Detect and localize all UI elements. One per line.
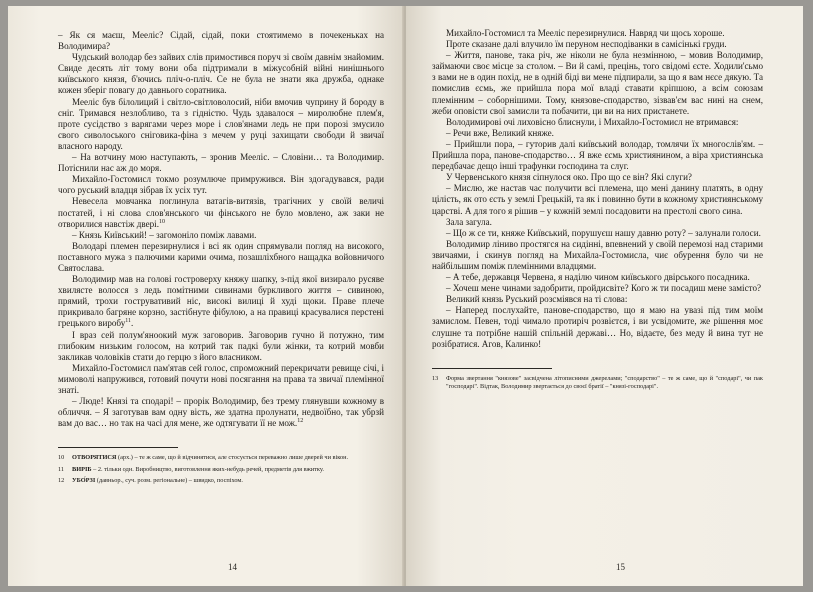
left-page-text [58,30,384,429]
paragraph: Володарі племен перезирнулися і всі як один спрямували погляд на високого, поставного мужа з палючими карими очима, позашліхбного нащадка войовничого Святослава. [58,240,384,273]
paragraph-text: – Люде! Князі та сподарі! – прорік Володимир, без трему глянувши кожному в обличчя. – Я заготував вам одну вість, же здатна пролунати, недвоїбно, так убрзй вам до вас… но так на часі для мене, же одтягувати її не мож. [58,396,384,429]
right-page-text [432,28,763,350]
paragraph: – Речи вже, Великий княже. [446,127,554,138]
paragraph: – Хочеш мене чинами задобрити, пройдисвіте? Кого ж ти посадиш мене замісто? [446,283,762,294]
footnote-number: 12 [58,477,65,485]
paragraph: Володимирові очі лиховісно блиснули, і Михайло-Гостомисл не втримався: [446,116,739,127]
footnote-text: Форма звертання "князове" засвідчена літописними джерелами; "сподарство" – те ж саме, що й "сподарі", чи пак "господарі". Відтак, Володимир звертається до своєї братії – "князі-господарі". [446,374,763,391]
footnote [432,375,763,392]
footnote-term: УБО́РЗІ [72,477,96,485]
paragraph: Михайло-Гостомисл та Мееліс перезирнулися. Навряд чи щось хороше. [446,28,725,38]
footnote-term: ОТВОРЯТИСЯ [72,454,117,462]
footnote-number: 11 [58,465,65,473]
footnote-divider [432,368,552,369]
footnote-text: (давньор., суч. розм. регіональне) – швидко, поспіхом. [95,477,243,485]
left-page [8,6,404,586]
paragraph: Михайло-Гостомисл токмо розумлюче примружився. Він здогадувався, ради чого руський владця зібрав їх усіх тут. [58,174,384,196]
right-footnotes [432,375,763,392]
footnote-body [72,477,384,485]
paragraph-text: Володимир мав на голові гостроверху княжу шапку, з-під якої визирало русяве хвилясте волосся з ледь помітними сивинами буркливого життя – сивиною, прямий, трохи гострувативий ніс, високі вилиці й худі щоки. Праве плече прикривало багряне корзно, застібнуте фібулою, а на правиці красувалися перстені грецького виробу [58,274,384,329]
right-page [406,6,803,586]
paragraph: – Як ся маєш, Мееліс? Сідай, сідай, поки стоятимемо в почекеньках на Володимира? [58,30,384,52]
left-footnotes [58,454,384,485]
paragraph: Володимир ліниво простягся на сидінні, впевнений у своїй перемозі над старими звичаями, і скинув погляд на Михайла-Гостомисла, чиє обурення було чи не найбільшим поміж племінними владцями. [432,238,763,271]
paragraph: – А тебе, державця Червена, я наділю чином київського двірського посадника. [446,272,750,283]
footnote [58,466,384,474]
paragraph: Михайло-Гостомисл пам'ятав сей голос, спроможний перекричати ревище січі, і мимоволі напружився, готовий почути нові посягання на права та звичаї племінної знаті. [58,362,384,395]
footnote [58,454,384,462]
paragraph: – Мислю, же настав час получити всі племена, що мені данину платять, в одну цілість, як ото єсть у землі Грецькій, та як і повинно бути в кожному християнському царстві. А для того я рішив – у кожній землі посадовити на престолі свого сина. [432,183,763,216]
footnote-ref: 10 [158,218,165,225]
paragraph: – Наперед послухайте, панове-сподарство, що я маю на увазі під тим моїм замислом. Певен, тоді чимало протиріч розвієтся, і ви усвідомите, же рішення моє слушне та потрібне нашій спільній державі… Но, відаєте, без меду й вина тут не розібратися. Агов, Калинко! [432,305,763,349]
footnote-body [72,454,384,462]
footnote-ref: 11 [125,318,132,325]
paragraph: – На вотчину мою наступають, – зронив Мееліс. – Словіни… та Володимир. Потіснили нас аж до моря. [58,152,384,174]
paragraph [58,396,384,429]
paragraph-text: Невесела мовчанка поглинула ватагів-витязів, трагічних у своїй величі постатей, і ні слова слов'янського чи фінського не було мовлено, аж заки не отворилися навстіж двері. [58,196,384,229]
paragraph: У Червенського князя сіпнулося око. Про що се він? Які слуги? [446,172,692,183]
footnote-term: ВИРІБ [72,465,92,473]
page-number: 14 [228,562,237,572]
footnote [58,477,384,485]
footnote-text: – 2. тільки одн. Виробництво, виготовлення яких-небудь речей, предметів для вжитку. [91,465,324,473]
footnote-number: 13 [432,374,439,382]
paragraph: Проте сказане далі влучило їм перуном несподіванки в самісінькі груди. [446,39,727,50]
paragraph: – Князь Київський! – загомоніло поміж лавами. [72,229,257,240]
footnote-ref: 12 [297,418,304,425]
paragraph: Чудський володар без зайвих слів примостився поруч зі своїм давнім знайомим. Свиде десять літ тому вони оба підтримали в міжусобній війні нинішнього київського князя, б'ючись пліч-о-пліч. Се не була не знати яка дружба, однаке кожен зберіг повагу до давнього соратника. [58,52,384,96]
book-spread [8,6,803,586]
paragraph: Великий князь Руський розсміявся на ті слова: [446,294,628,305]
paragraph: – Життя, панове, така річ, же ніколи не була незмінною, – мовив Володимир, займаючи своє місце за столом. – Ви й самі, прецінь, того свідомі єсте. Ходили'сьмо з вами не в один похід, не в одній біді ви мене підпирали, за що я вам нєсе дякую. Та помислив єсмь, же прийшла пора мої владі ставати кріпшою, а всім союзам племінним – соборнішими. Тому, князове-сподарство, зізвав'єм вас нині на снем, жеби оповісти свої замисли та побачити, ци ви на них пристанете. [432,50,763,116]
footnote-number: 10 [58,454,65,462]
page-number: 15 [616,562,625,572]
footnote-divider [58,447,178,448]
paragraph: – Що ж се ти, княже Київський, порушуєш нашу давню роту? – залунали голоси. [446,227,761,238]
footnote-text: (арх.) – те ж саме, що й відчинятися, але стосується переважно лише дверей чи вікон. [116,454,349,462]
footnote-body [72,466,384,474]
paragraph: І враз сей полум'яноокий муж заговорив. Заговорив гучно й потужно, тим глибоким низьким голосом, на котрий так падкі були жінки, та котрий мовби закликав чоловіків стати до герцю з його власником. [58,329,384,362]
paragraph: Мееліс був білолиций і світло-світловолосий, ніби вмочив чуприну й бороду в сніг. Тримався незлобливо, та з гідністю. Чудь здавалося – миролюбне плем'я, проте сусідство з варягами через море і слов'янами ледь не при порозі змусило свого сиволоського сніговика-фіна з мечем у руці захищати свободи й звичаї власного народу. [58,96,384,151]
paragraph: Зала загула. [446,216,492,227]
paragraph: Володимир мав на голові гостроверху княжу шапку, з-під якої визирало русяве хвилясте волосся з ледь помітними сивинами буркливого життя – сивиною, прямий, трохи гострувативий ніс, високі вилиці й худі щоки. Праве плече прикривало багряне корзно, застібнуте фібулою, а на правиці красувалися перстені грецького виробу$^{11}$. [58,274,384,329]
paragraph [58,196,384,229]
paragraph: – Прийшли пора, – гуторив далі київський володар, томлячи їх многослів'ям. – Прийшла пора, панове-сподарство… Я вже єсмь християнином, а віра християнська передбачає дещо інші трафунки господина та слуг. [432,138,763,172]
